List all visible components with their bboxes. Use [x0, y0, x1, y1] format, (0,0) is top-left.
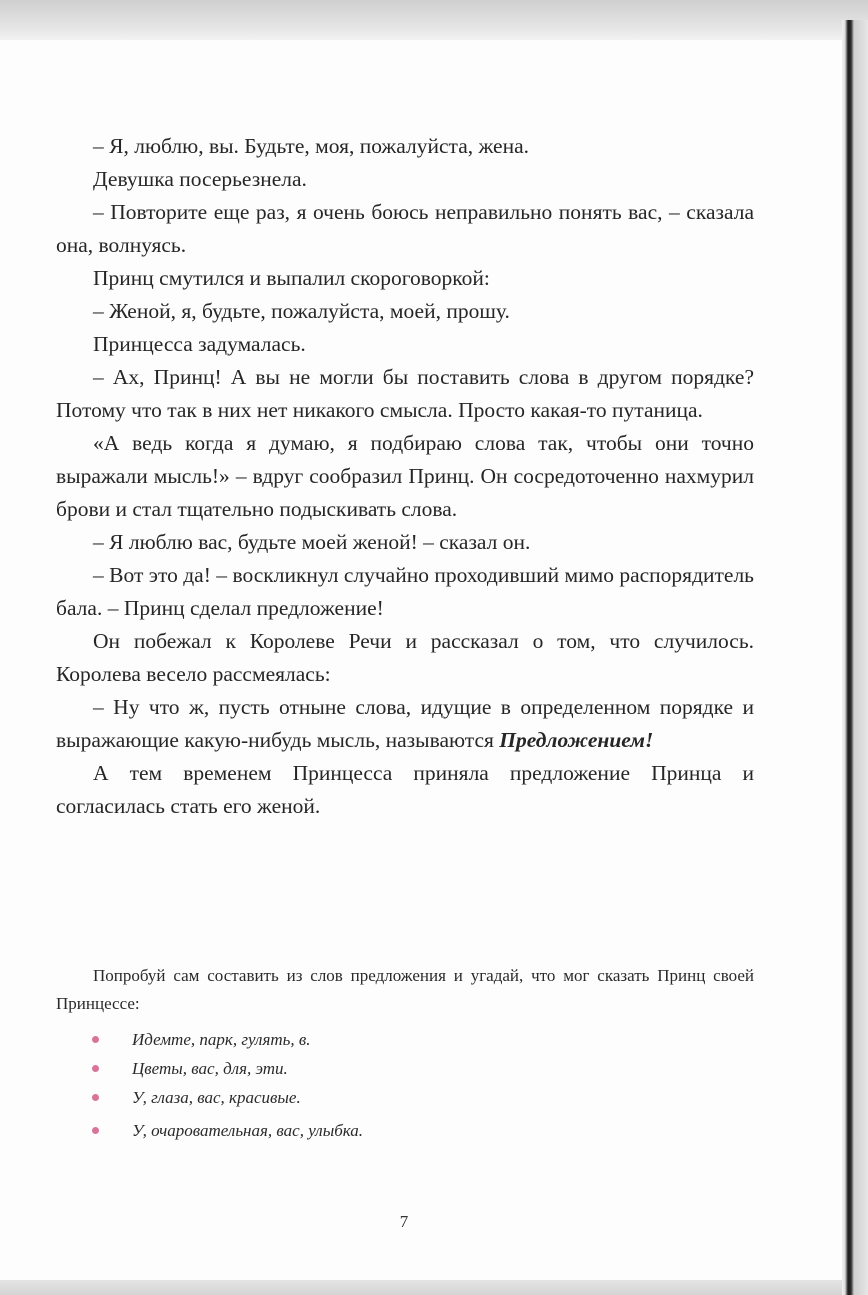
exercise-list: [56, 1026, 754, 1146]
page-number: 7: [399, 1212, 409, 1231]
bullet-dot-icon: [92, 1094, 99, 1101]
scan-top-shadow: [0, 0, 868, 44]
bullet-dot-icon: [92, 1036, 99, 1043]
story-paragraph: Он побежал к Королеве Речи и рассказал о том, что случилось. Королева весело рассмеялась:: [56, 629, 754, 686]
exercise-item-text: Цветы, вас, для, эти.: [132, 1059, 288, 1078]
story-paragraph: Принц смутился и выпалил скороговоркой:: [93, 266, 490, 290]
story-paragraph: – Ах, Принц! А вы не могли бы поставить слова в другом порядке? Потому что так в них нет никакого смысла. Просто какая-то путаница.: [56, 365, 754, 422]
emphasis-term: Предложением!: [499, 728, 654, 752]
exercise-instruction: Попробуй сам составить из слов предложения и угадай, что мог сказать Принц своей Принцессе:: [56, 966, 754, 1013]
story-paragraph: – Я люблю вас, будьте моей женой! – сказал он.: [93, 530, 531, 554]
exercise-item: [56, 1084, 754, 1113]
exercise-item: [56, 1055, 754, 1084]
story-paragraph: – Женой, я, будьте, пожалуйста, моей, прошу.: [93, 299, 510, 323]
story-paragraph: А тем временем Принцесса приняла предложение Принца и согласилась стать его женой.: [56, 761, 754, 818]
scan-bottom-edge: [0, 1278, 842, 1295]
exercise-item: [56, 1117, 754, 1146]
bullet-dot-icon: [92, 1065, 99, 1072]
story-paragraph: Девушка посерьезнела.: [93, 167, 307, 191]
exercise-block: [56, 962, 754, 1146]
bullet-dot-icon: [92, 1127, 99, 1134]
story-paragraph-text: – Ну что ж, пусть отныне слова, идущие в определенном порядке и выражающие какую-нибудь мысль, называются: [56, 695, 754, 752]
book-spine-edge: [842, 20, 868, 1295]
story-paragraph: Принцесса задумалась.: [93, 332, 306, 356]
story-paragraph: – Я, люблю, вы. Будьте, моя, пожалуйста, жена.: [93, 134, 530, 158]
story-paragraph: [56, 691, 754, 757]
story-paragraph: – Повторите еще раз, я очень боюсь неправильно понять вас, – сказала она, волнуясь.: [56, 200, 754, 257]
exercise-item-text: У, глаза, вас, красивые.: [132, 1088, 301, 1107]
exercise-item: [56, 1026, 754, 1055]
exercise-item-text: У, очаровательная, вас, улыбка.: [132, 1121, 364, 1140]
exercise-item-text: Идемте, парк, гулять, в.: [132, 1030, 311, 1049]
story-paragraph: «А ведь когда я думаю, я подбираю слова так, чтобы они точно выражали мысль!» – вдруг сообразил Принц. Он сосредоточенно нахмурил брови и стал тщательно подыскивать слова.: [56, 431, 754, 521]
story-text: [56, 130, 754, 823]
story-paragraph: – Вот это да! – воскликнул случайно проходивший мимо распорядитель бала. – Принц сделал предложение!: [56, 563, 754, 620]
